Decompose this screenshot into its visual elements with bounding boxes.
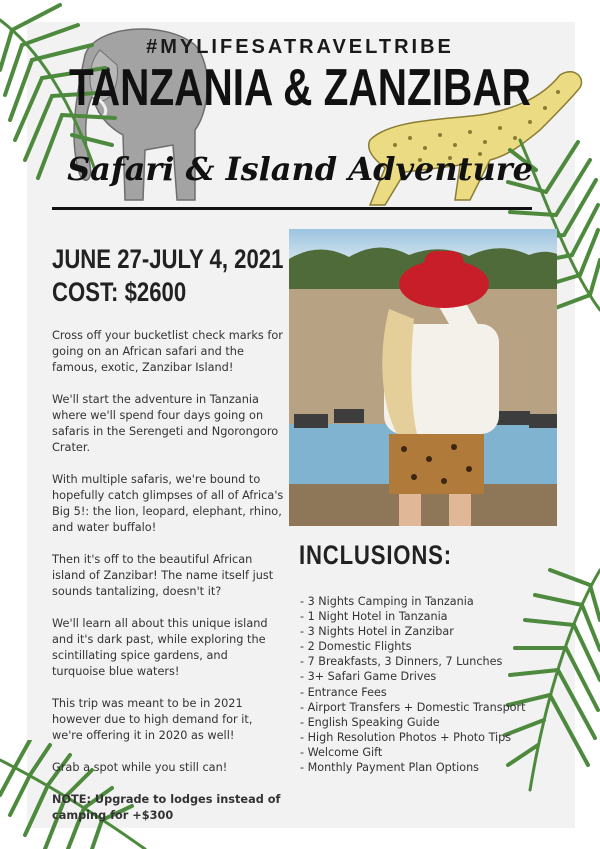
subtitle: Safari & Island Adventure bbox=[67, 150, 533, 188]
inclusions-title: INCLUSIONS: bbox=[299, 540, 452, 570]
paragraph: Then it's off to the beautiful African island of Zanzibar! The name itself just sounds tantalizing, doesn't it? bbox=[52, 553, 274, 598]
paragraph: Cross off your bucketlist check marks for going on an African safari and the famous, exotic, Zanzibar Island! bbox=[52, 329, 283, 374]
divider bbox=[52, 207, 532, 210]
list-item: - Welcome Gift bbox=[300, 745, 383, 759]
description bbox=[52, 328, 284, 840]
paragraph: With multiple safaris, we're bound to hopefully catch glimpses of all of Africa's Big 5!: the lion, leopard, elephant, rhino, and water buffalo! bbox=[52, 473, 284, 534]
page-title: TANZANIA & ZANZIBAR bbox=[69, 59, 531, 117]
list-item: - 2 Domestic Flights bbox=[300, 640, 412, 654]
list-item: - Airport Transfers + Domestic Transport bbox=[300, 700, 526, 714]
trip-cost: COST: $2600 bbox=[52, 277, 187, 307]
list-item: - Monthly Payment Plan Options bbox=[300, 761, 479, 775]
list-item: - 3 Nights Hotel in Zanzibar bbox=[300, 625, 454, 639]
list-item: - English Speaking Guide bbox=[300, 715, 440, 729]
paragraph: We'll start the adventure in Tanzania where we'll spend four days going on safaris in the Serengeti and Ngorongoro Crater. bbox=[52, 393, 279, 454]
paragraph: We'll learn all about this unique island and it's dark past, while exploring the scintillating spice gardens, and turquoise blue waters! bbox=[52, 617, 268, 678]
list-item: - 3 Nights Camping in Tanzania bbox=[300, 595, 474, 608]
paragraph: This trip was meant to be in 2021 however due to high demand for it, we're offering it in 2020 as well! bbox=[52, 697, 253, 742]
list-item: - 1 Night Hotel in Tanzania bbox=[300, 610, 448, 624]
list-item: - Entrance Fees bbox=[300, 685, 387, 699]
list-item: - 7 Breakfasts, 3 Dinners, 7 Lunches bbox=[300, 655, 503, 669]
safari-photo bbox=[289, 229, 557, 526]
list-item: - High Resolution Photos + Photo Tips bbox=[300, 730, 512, 744]
trip-details bbox=[52, 243, 283, 309]
inclusions-list bbox=[300, 594, 526, 775]
paragraph: Grab a spot while you still can! bbox=[52, 761, 228, 774]
hashtag: #MYLIFESATRAVELTRIBE bbox=[146, 36, 454, 58]
upgrade-note: NOTE: Upgrade to lodges instead of camping for +$300 bbox=[52, 793, 281, 822]
trip-dates: JUNE 27-JULY 4, 2021 bbox=[52, 244, 284, 274]
list-item: - 3+ Safari Game Drives bbox=[300, 670, 437, 684]
